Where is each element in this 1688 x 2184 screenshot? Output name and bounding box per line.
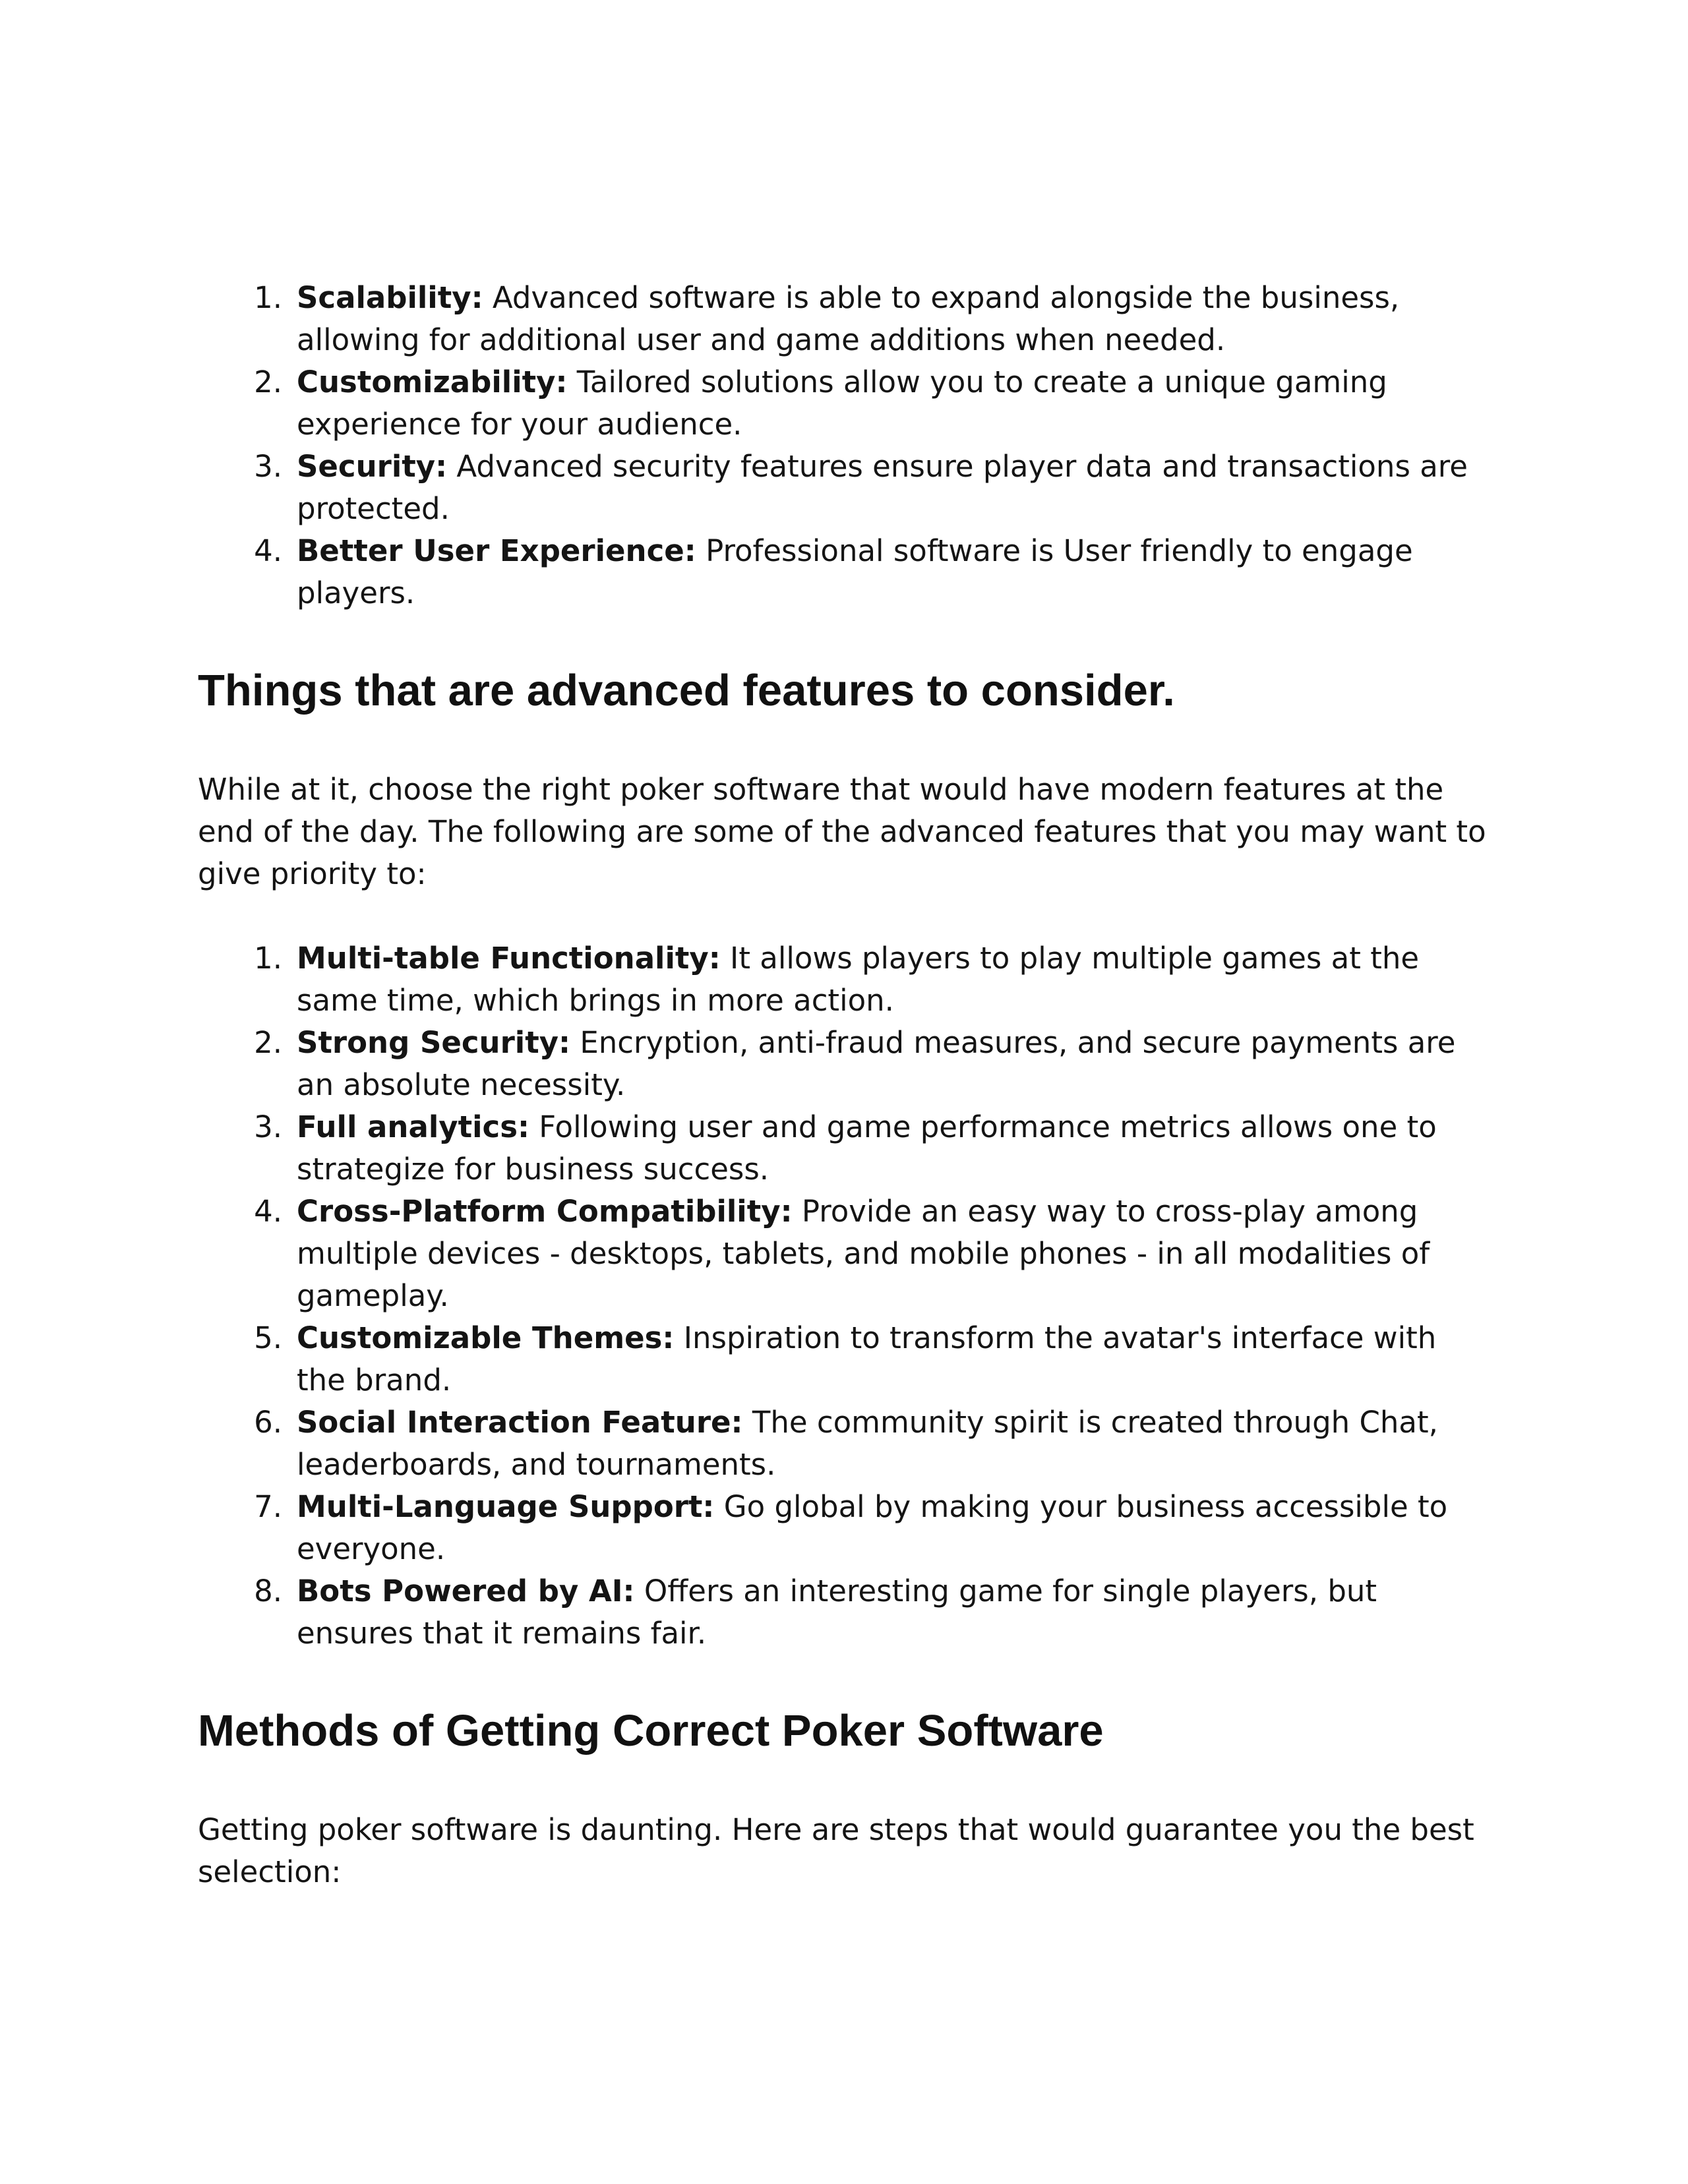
section-heading-methods: Methods of Getting Correct Poker Software — [198, 1706, 1104, 1756]
list-item — [254, 1570, 1490, 1655]
list-text: Following user and game performance metrics allows one to strategize for business success. — [297, 1109, 1437, 1187]
list-number: 2. — [254, 1025, 282, 1060]
list-term: Multi-table Functionality: — [297, 941, 721, 976]
list-term: Bots Powered by AI: — [297, 1574, 635, 1608]
list-item — [254, 361, 1490, 446]
list-term: Better User Experience: — [297, 533, 696, 568]
section-intro-methods: Getting poker software is daunting. Here are steps that would guarantee you the best selection: — [198, 1812, 1474, 1889]
list-item — [254, 277, 1490, 361]
list-term: Scalability: — [297, 280, 483, 315]
list-text: Inspiration to transform the avatar's interface with the brand. — [297, 1320, 1437, 1398]
list-term: Customizable Themes: — [297, 1320, 675, 1355]
list-text: Provide an easy way to cross-play among multiple devices - desktops, tablets, and mobile phones - in all modalities of gameplay. — [297, 1194, 1430, 1313]
list-term: Full analytics: — [297, 1109, 529, 1144]
list-number: 1. — [254, 280, 282, 315]
list-number: 6. — [254, 1405, 282, 1440]
list-number: 3. — [254, 449, 282, 484]
list-number: 4. — [254, 1194, 282, 1229]
list-text: Tailored solutions allow you to create a unique gaming experience for your audience. — [297, 365, 1387, 442]
list-item — [254, 1106, 1490, 1191]
benefits-list — [198, 277, 1490, 614]
list-item — [254, 1402, 1490, 1486]
list-item — [254, 1486, 1490, 1570]
section-intro-advanced-features: While at it, choose the right poker software that would have modern features at the end of the day. The following are some of the advanced features that you may want to give priority to: — [198, 772, 1486, 891]
list-number: 3. — [254, 1109, 282, 1144]
list-number: 8. — [254, 1574, 282, 1608]
list-text: Advanced security features ensure player data and transactions are protected. — [297, 449, 1468, 526]
list-term: Customizability: — [297, 365, 568, 399]
list-item — [254, 446, 1490, 530]
list-number: 2. — [254, 365, 282, 399]
list-text: Advanced software is able to expand alongside the business, allowing for additional user and game additions when needed. — [297, 280, 1400, 357]
section-heading-advanced-features: Things that are advanced features to consider. — [198, 666, 1175, 715]
list-number: 7. — [254, 1489, 282, 1524]
list-term: Multi-Language Support: — [297, 1489, 715, 1524]
list-term: Strong Security: — [297, 1025, 571, 1060]
list-term: Social Interaction Feature: — [297, 1405, 743, 1440]
list-term: Security: — [297, 449, 448, 484]
list-text: Go global by making your business accessible to everyone. — [297, 1489, 1448, 1566]
list-item — [254, 937, 1490, 1022]
list-text: Professional software is User friendly to engage players. — [297, 533, 1413, 610]
list-text: The community spirit is created through Chat, leaderboards, and tournaments. — [297, 1405, 1438, 1482]
list-number: 4. — [254, 533, 282, 568]
list-item — [254, 530, 1490, 614]
list-text: It allows players to play multiple games at the same time, which brings in more action. — [297, 941, 1420, 1018]
list-item — [254, 1022, 1490, 1106]
list-term: Cross-Platform Compatibility: — [297, 1194, 793, 1229]
list-number: 1. — [254, 941, 282, 976]
list-item — [254, 1317, 1490, 1402]
list-text: Encryption, anti-fraud measures, and secure payments are an absolute necessity. — [297, 1025, 1456, 1102]
list-number: 5. — [254, 1320, 282, 1355]
list-item — [254, 1191, 1490, 1317]
advanced-features-list — [198, 937, 1490, 1655]
list-text: Offers an interesting game for single players, but ensures that it remains fair. — [297, 1574, 1377, 1651]
document-content — [198, 277, 1490, 1893]
